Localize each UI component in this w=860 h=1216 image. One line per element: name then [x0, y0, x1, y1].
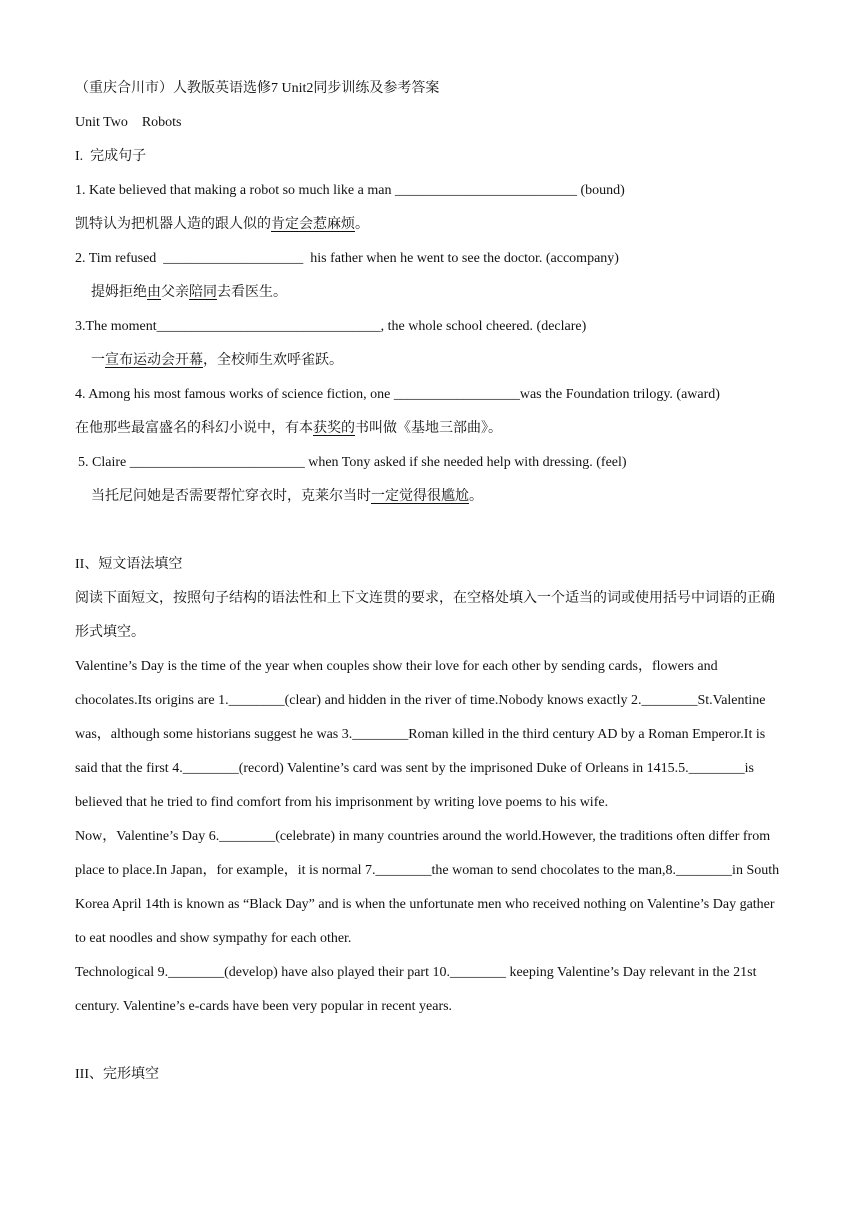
item3-english: 3.The moment________________________________, the whole school cheered. (declare): [75, 319, 587, 334]
item3-zh-underlined: 宣布运动会开幕: [105, 353, 203, 368]
item5-zh-underlined: 一定觉得很尴尬: [371, 489, 469, 504]
item1-zh-underlined: 肯定会惹麻烦: [271, 217, 355, 232]
item3-chinese: [75, 344, 787, 378]
section2-instructions: 阅读下面短文，按照句子结构的语法性和上下文连贯的要求，在空格处填入一个适当的词或使用括号中词语的正确形式填空。: [75, 591, 775, 640]
item3-zh-pre: 一: [91, 353, 105, 368]
item2-zh-post: 去看医生。: [217, 285, 287, 300]
passage-paragraph-1: Valentine’s Day is the time of the year when couples show their love for each other by sending cards，flowers and chocolates.Its origins are 1.________(clear) and hidden in the river of time.Nobody knows exactly 2.________St.Valentine was，although some historians suggest he was 3.________Roman killed in the third century AD by a Roman Emperor.It is said that the first 4.________(record) Valentine’s card was sent by the imprisoned Duke of Orleans in 1415.5.________is believed that he tried to find comfort from his imprisonment by writing love poems to his wife.: [75, 659, 766, 810]
item5-chinese: [75, 480, 787, 514]
item5-zh-post: 。: [469, 489, 483, 504]
item1-chinese: [75, 208, 787, 242]
item1-zh-post: 。: [355, 217, 369, 232]
item3-zh-post: ，全校师生欢呼雀跃。: [203, 353, 343, 368]
item5-zh-pre: 当托尼问她是否需要帮忙穿衣时，克莱尔当时: [91, 489, 371, 504]
item4-chinese: [75, 412, 787, 446]
item2-zh-underlined: 由: [147, 285, 161, 300]
item2-chinese: [75, 276, 787, 310]
item5-english: 5. Claire _________________________ when Tony asked if she needed help with dressing. (feel): [78, 455, 627, 470]
item2-english: 2. Tim refused ____________________ his father when he went to see the doctor. (accompany): [75, 251, 619, 266]
document-header: （重庆合川市）人教版英语选修7 Unit2同步训练及参考答案: [75, 81, 440, 96]
section2-title: II、短文语法填空: [75, 557, 183, 572]
section1-title: I. 完成句子: [75, 149, 147, 164]
passage-paragraph-3: Technological 9.________(develop) have also played their part 10.________ keeping Valentine’s Day relevant in the 21st century. Valentine’s e-cards have been very popular in recent years.: [75, 965, 757, 1014]
item2-zh-mid: 父亲: [161, 285, 189, 300]
unit-title: Unit Two Robots: [75, 115, 182, 130]
item4-zh-post: 书叫做《基地三部曲》。: [355, 421, 502, 436]
document-page: [75, 72, 787, 1092]
item1-english: 1. Kate believed that making a robot so much like a man __________________________ (bound): [75, 183, 625, 198]
item4-zh-underlined: 获奖的: [313, 421, 355, 436]
item2-zh-underlined-2: 陪同: [189, 285, 217, 300]
passage-paragraph-2: Now，Valentine’s Day 6.________(celebrate) in many countries around the world.However, the traditions often differ from place to place.In Japan，for example，it is normal 7.________the woman to send chocolates to the man,8.________in South Korea April 14th is known as “Black Day” and is when the unfortunate men who received nothing on Valentine’s Day gather to eat noodles and show sympathy for each other.: [75, 829, 780, 946]
section3-title: III、完形填空: [75, 1067, 159, 1082]
item2-zh-pre: 提姆拒绝: [91, 285, 147, 300]
spacer: [75, 1024, 787, 1058]
item1-zh-pre: 凯特认为把机器人造的跟人似的: [75, 217, 271, 232]
item4-zh-pre: 在他那些最富盛名的科幻小说中，有本: [75, 421, 313, 436]
item4-english: 4. Among his most famous works of science fiction, one __________________was the Foundation trilogy. (award): [75, 387, 720, 402]
spacer: [75, 514, 787, 548]
